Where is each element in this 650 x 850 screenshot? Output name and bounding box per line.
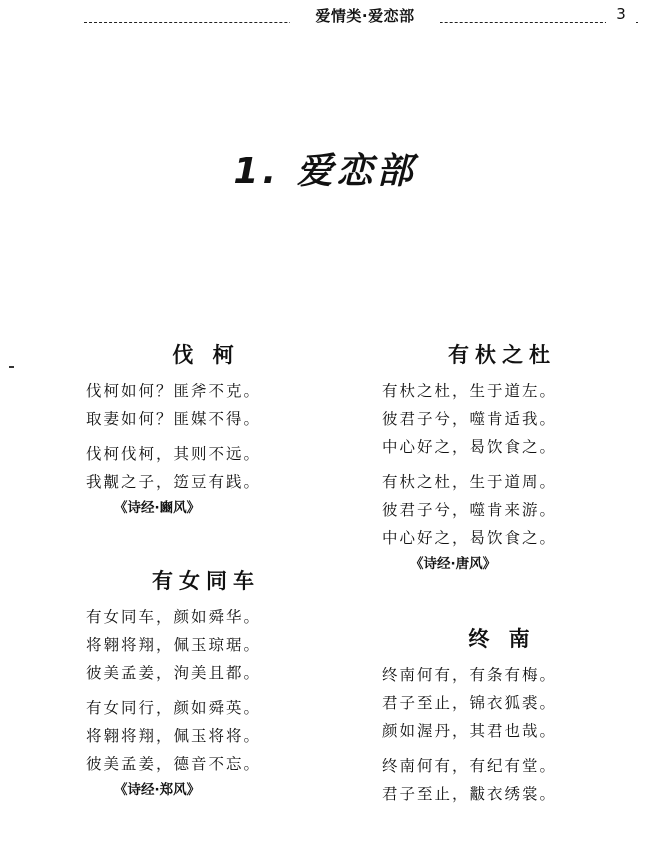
poem-source: 《诗经·郑风》 [114,782,201,798]
poem-title: 终 南 [468,627,536,651]
poem-line: 我觏之子，笾豆有践。 [86,473,262,491]
poem-line: 有女同车，颜如舜华。 [86,608,262,626]
poem-title: 伐 柯 [172,343,240,367]
poem-line: 伐柯如何？匪斧不克。 [86,382,262,400]
poem-line: 取妻如何？匪媒不得。 [86,410,262,428]
poem-you-di-zhi-du [382,340,622,576]
poem-source: 《诗经·唐风》 [410,556,497,572]
poem-line: 中心好之，曷饮食之。 [382,438,558,456]
poem-line: 彼君子兮，噬肯来游。 [382,501,558,519]
poem-line: 终南何有，有纪有堂。 [382,757,558,775]
running-header [0,0,650,30]
poem-you-nv-tong-che [86,566,326,802]
poem-line: 彼美孟姜，德音不忘。 [86,755,262,773]
poem-fa-ke [86,340,326,520]
poem-line: 将翱将翔，佩玉将将。 [86,727,262,745]
poem-title: 有杕之杜 [448,343,556,367]
poem-line: 有杕之杜，生于道左。 [382,382,558,400]
poem-line: 君子至止，黻衣绣裳。 [382,785,558,803]
poem-line: 将翱将翔，佩玉琼琚。 [86,636,262,654]
poem-title: 有女同车 [152,569,260,593]
poem-line: 终南何有，有条有梅。 [382,666,558,684]
poem-line: 中心好之，曷饮食之。 [382,529,558,547]
poem-line: 有杕之杜，生于道周。 [382,473,558,491]
poem-line: 伐柯伐柯，其则不远。 [86,445,262,463]
poem-line: 颜如渥丹，其君也哉。 [382,722,558,740]
poem-zhong-nan [382,624,622,808]
poem-line: 彼君子兮，噬肯适我。 [382,410,558,428]
running-title: 爱情类·爱恋部 [315,7,415,25]
page-number: 3 [606,5,636,25]
poem-line: 彼美孟姜，洵美且都。 [86,664,262,682]
poem-line: 有女同行，颜如舜英。 [86,699,262,717]
margin-mark [9,366,14,368]
chapter-title: 1. 爱恋部 [233,151,417,192]
poem-line: 君子至止，锦衣狐裘。 [382,694,558,712]
poem-source: 《诗经·豳风》 [114,500,201,516]
